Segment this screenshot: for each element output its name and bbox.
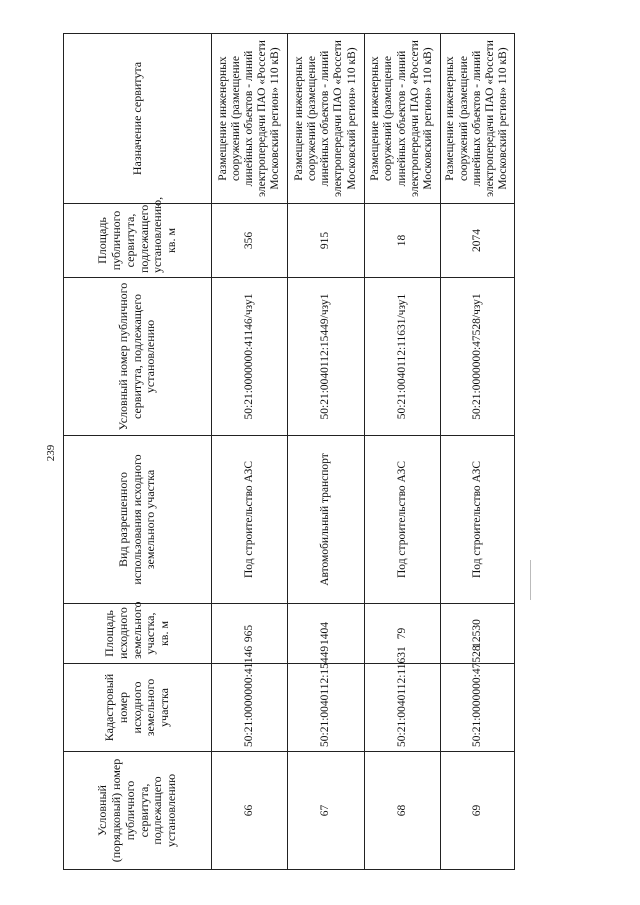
cell-number: 67 — [288, 752, 364, 870]
cell-use: Под строительство АЗС — [440, 436, 514, 604]
cell-purpose: Размещение инженерных сооружений (размещение линейных объектов - линий электропередачи ПАО «Россети Московский регион» 110 кВ) — [288, 34, 364, 204]
cell-cadastral: 50:21:0000000:41146 — [212, 664, 288, 752]
cell-servitude-area: 18 — [364, 204, 440, 278]
cell-cadastral: 50:21:0040112:15449 — [288, 664, 364, 752]
cell-use: Под строительство АЗС — [364, 436, 440, 604]
cell-servitude-id: 50:21:0040112:11631/чзу1 — [364, 278, 440, 436]
header-servitude-purpose: Назначение сервитута — [64, 34, 212, 204]
cell-cadastral: 50:21:0000000:47528 — [440, 664, 514, 752]
servitude-table-container — [63, 34, 515, 870]
cell-purpose: Размещение инженерных сооружений (размещение линейных объектов - линий электропередачи ПАО «Россети Московский регион» 110 кВ) — [212, 34, 288, 204]
cell-purpose: Размещение инженерных сооружений (размещение линейных объектов - линий электропередачи ПАО «Россети Московский регион» 110 кВ) — [364, 34, 440, 204]
page-number: 239 — [45, 444, 57, 462]
cell-area: 965 — [212, 604, 288, 664]
table-row — [212, 34, 288, 870]
header-conditional-number: Условный (порядковый) номер публичного сервитута, подлежащего установлению — [64, 752, 212, 870]
cell-servitude-area: 2074 — [440, 204, 514, 278]
header-permitted-use: Вид разрешенного использования исходного земельного участка — [64, 436, 212, 604]
cell-number: 68 — [364, 752, 440, 870]
table-header-row — [64, 34, 212, 870]
header-servitude-number: Условный номер публичного сервитута, подлежащего установлению — [64, 278, 212, 436]
cell-cadastral: 50:21:0040112:11631 — [364, 664, 440, 752]
cell-servitude-area: 356 — [212, 204, 288, 278]
servitude-table — [63, 33, 515, 870]
cell-number: 66 — [212, 752, 288, 870]
cell-servitude-id: 50:21:0040112:15449/чзу1 — [288, 278, 364, 436]
cell-area: 1404 — [288, 604, 364, 664]
cell-number: 69 — [440, 752, 514, 870]
cell-servitude-id: 50:21:0000000:47528/чзу1 — [440, 278, 514, 436]
cell-purpose: Размещение инженерных сооружений (размещение линейных объектов - линий электропередачи ПАО «Россети Московский регион» 110 кВ) — [440, 34, 514, 204]
cell-servitude-id: 50:21:0000000:41146/чзу1 — [212, 278, 288, 436]
table-row — [364, 34, 440, 870]
cell-servitude-area: 915 — [288, 204, 364, 278]
cell-use: Автомобильный транспорт — [288, 436, 364, 604]
header-source-area: Площадь исходного земельного участка, кв. м — [64, 604, 212, 664]
table-row — [440, 34, 514, 870]
scan-artifact-line — [530, 560, 531, 600]
cell-area: 79 — [364, 604, 440, 664]
header-servitude-area: Площадь публичного сервитута, подлежащего установлению, кв. м — [64, 204, 212, 278]
cell-use: Под строительство АЗС — [212, 436, 288, 604]
table-row — [288, 34, 364, 870]
cell-area: 12530 — [440, 604, 514, 664]
header-cadastral-number: Кадастровый номер исходного земельного участка — [64, 664, 212, 752]
